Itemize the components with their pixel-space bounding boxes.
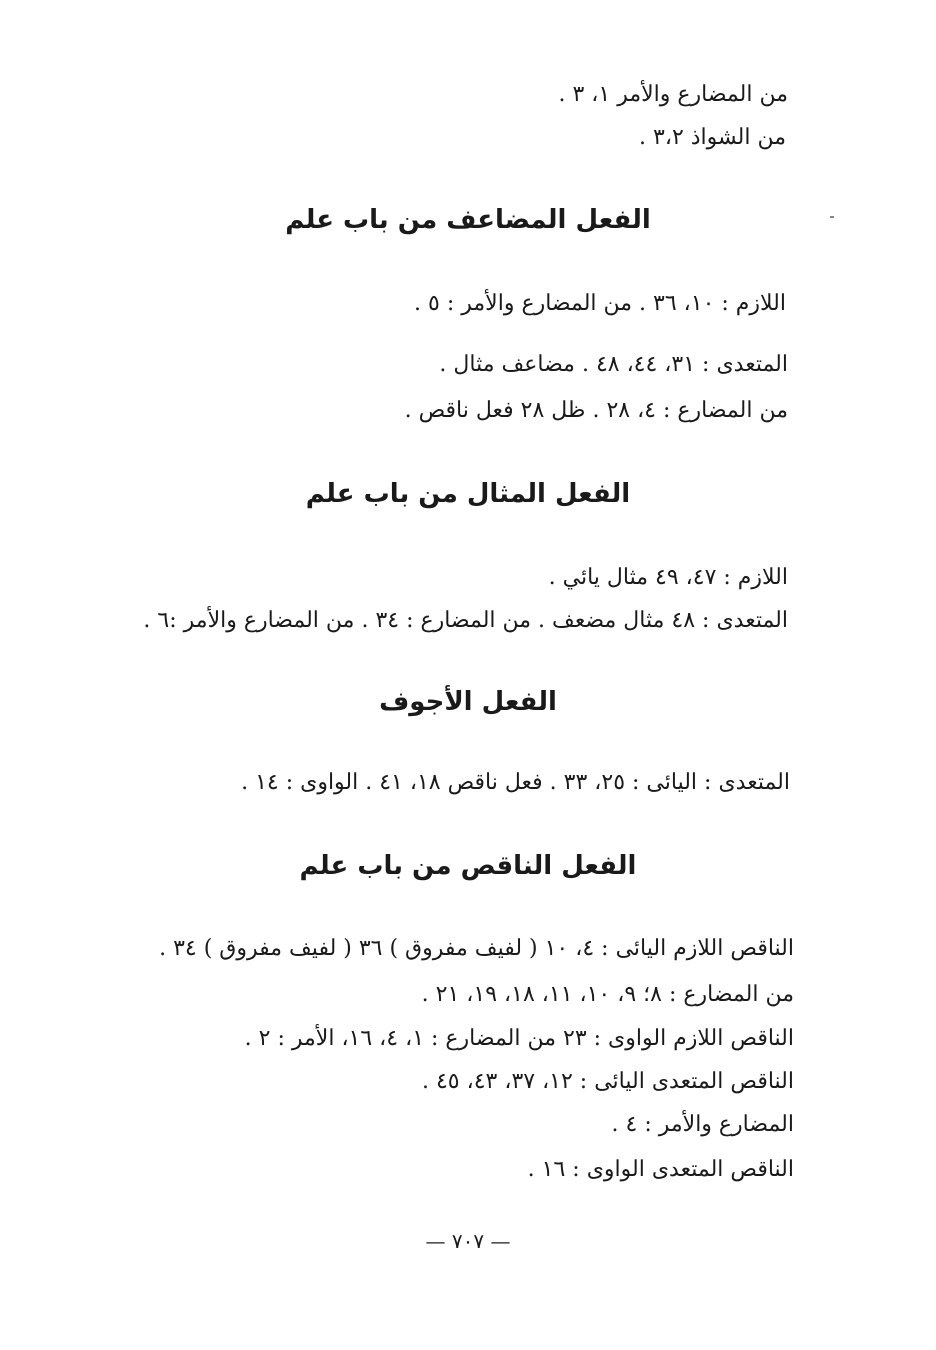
text-line: المتعدى : اليائى : ٢٥، ٣٣ . فعل ناقص ١٨، ٤١ . الواوى : ١٤ . — [241, 770, 790, 795]
text-line: المتعدى : ٣١، ٤٤، ٤٨ . مضاعف مثال . — [439, 352, 788, 377]
section-heading: الفعل المضاعف من باب علم — [285, 205, 651, 235]
section-heading: الفعل الأجوف — [379, 687, 557, 717]
text-line: المضارع والأمر : ٤ . — [611, 1112, 794, 1137]
page-number: — ٧٠٧ — — [425, 1229, 511, 1253]
section-heading: الفعل المثال من باب علم — [305, 479, 631, 509]
text-line: من المضارع : ٤، ٢٨ . ظل ٢٨ فعل ناقص . — [404, 398, 788, 423]
text-line: اللازم : ٤٧، ٤٩ مثال يائي . — [548, 565, 788, 590]
text-line: من الشواذ ٣،٢ . — [639, 125, 786, 150]
text-line: المتعدى : ٤٨ مثال مضعف . من المضارع : ٣٤ . من المضارع والأمر :٦ . — [143, 608, 788, 633]
text-line: الناقص اللازم اليائى : ٤، ١٠ ( لفيف مفروق ) ٣٦ ( لفيف مفروق ) ٣٤ . — [159, 936, 794, 961]
text-line: الناقص اللازم الواوى : ٢٣ من المضارع : ١، ٤، ١٦، الأمر : ٢ . — [244, 1026, 794, 1051]
scan-speck — [830, 216, 834, 218]
section-heading: الفعل الناقص من باب علم — [299, 851, 637, 881]
text-line: من المضارع : ٨؛ ٩، ١٠، ١١، ١٨، ١٩، ٢١ . — [421, 982, 794, 1007]
text-line: من المضارع والأمر ١، ٣ . — [558, 82, 788, 107]
text-line: اللازم : ١٠، ٣٦ . من المضارع والأمر : ٥ . — [414, 291, 786, 316]
text-line: الناقص المتعدى اليائى : ١٢، ٣٧، ٤٣، ٤٥ . — [421, 1069, 794, 1094]
text-line: الناقص المتعدى الواوى : ١٦ . — [527, 1157, 794, 1182]
